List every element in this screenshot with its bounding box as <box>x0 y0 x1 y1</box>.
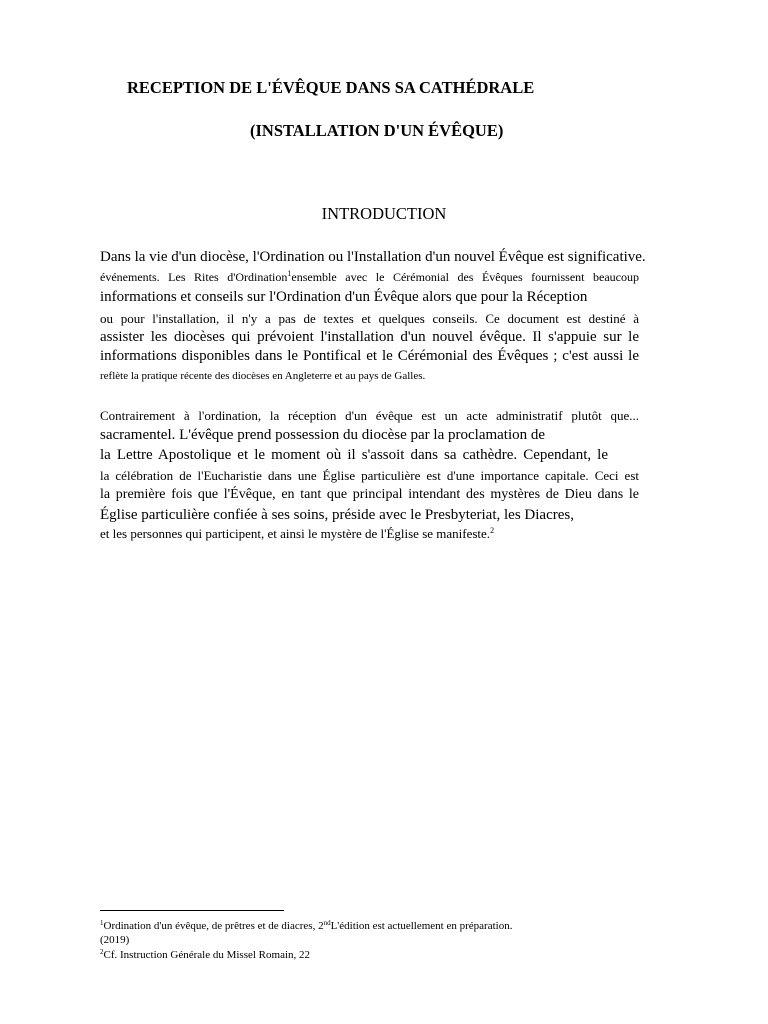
paragraph-line: informations disponibles dans le Pontifical et le Cérémonial des Évêques ; c'est aussi le <box>100 348 639 364</box>
footnote-2 <box>100 950 310 961</box>
document-subtitle: (INSTALLATION D'UN ÉVÊQUE) <box>250 121 504 140</box>
paragraph-line: informations et conseils sur l'Ordination d'un Évêque alors que pour la Réception <box>100 289 588 305</box>
paragraph-line: sacramentel. L'évêque prend possession du diocèse par la proclamation de <box>100 427 546 443</box>
paragraph-line <box>100 271 639 283</box>
paragraph-line: la première fois que l'Évêque, en tant que principal intendant des mystères de Dieu dans le <box>100 487 639 502</box>
paragraph-line: Contrairement à l'ordination, la réception d'un évêque est un acte administratif plutôt que... <box>100 408 639 423</box>
footnote-1-continuation: (2019) <box>100 934 130 946</box>
footnote-reference: 2 <box>490 526 495 535</box>
section-heading-introduction: INTRODUCTION <box>321 204 447 223</box>
text-run: et les personnes qui participent, et ainsi le mystère de l'Église se manifeste. <box>100 526 491 541</box>
document-title: RECEPTION DE L'ÉVÊQUE DANS SA CATHÉDRALE <box>127 78 535 97</box>
footnote-marker: 2 <box>100 948 104 956</box>
paragraph-line <box>100 448 608 463</box>
paragraph-line: assister les diocèses qui prévoient l'installation d'un nouvel évêque. Il s'appuie sur le <box>100 329 639 345</box>
footnote-separator <box>100 910 284 911</box>
ordinal-suffix: nd <box>323 919 331 927</box>
text-run: ensemble avec le Cérémonial des Évêques fournissent beaucoup <box>291 270 639 284</box>
footnote-text: Ordination d'un évêque, de prêtres et de diacres, 2 <box>103 920 324 932</box>
paragraph-line: reflète la pratique récente des diocèses en Angleterre et au pays de Galles. <box>100 370 426 382</box>
paragraph-line: la célébration de l'Eucharistie dans une Église particulière est d'une importance capitale. Ceci est <box>100 468 639 483</box>
footnote-1 <box>100 921 512 932</box>
footnote-marker: 1 <box>100 919 104 927</box>
text-run: événements. Les Rites d'Ordination <box>100 270 288 284</box>
paragraph-line: ou pour l'installation, il n'y a pas de textes et quelques conseils. Ce document est destiné à <box>100 311 639 326</box>
text-run: la Lettre Apostolique et le moment où il s'assoit dans sa cathèdre. Cependant, le <box>100 447 608 463</box>
paragraph-line <box>100 527 494 540</box>
paragraph-line: Église particulière confiée à ses soins, préside avec le Presbyteriat, les Diacres, <box>100 507 574 523</box>
footnote-text: L'édition est actuellement en préparation. <box>330 920 513 932</box>
footnote-text: Cf. Instruction Générale du Missel Romain, 22 <box>103 949 311 961</box>
footnote-reference: 1 <box>287 269 292 278</box>
paragraph-line: Dans la vie d'un diocèse, l'Ordination ou l'Installation d'un nouvel Évêque est significative. <box>100 249 646 265</box>
